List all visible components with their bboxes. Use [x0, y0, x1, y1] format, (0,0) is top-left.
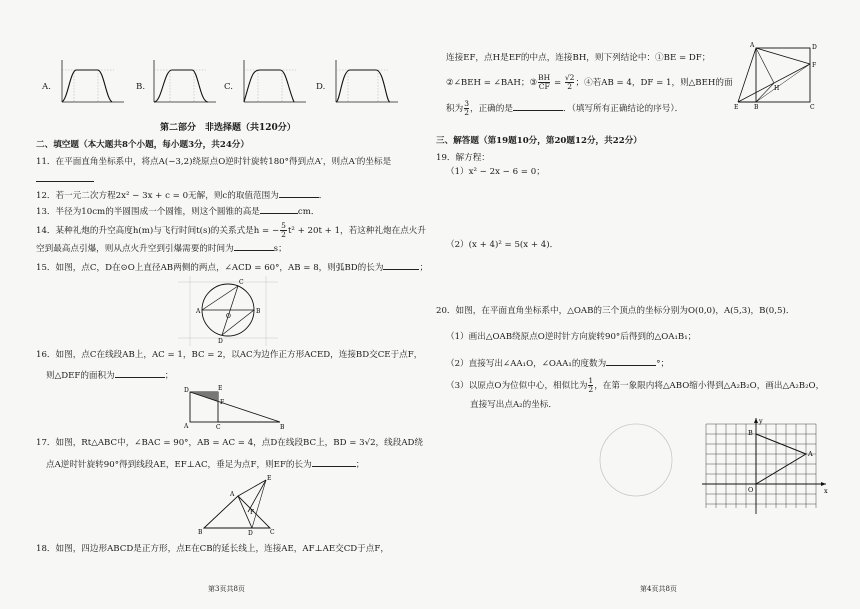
q20-3-text-2: ，在第一象限内将△ABO缩小得到△A₂B₂O，画出△A₂B₂O，: [594, 381, 825, 391]
q12-end: ．: [318, 191, 328, 201]
question-11: 11．在平面直角坐标系中，将点A(−3,2)绕原点O逆时针旋转180°得到点A′，则点A′的坐标是: [36, 157, 392, 167]
q20-3-fraction: [588, 377, 593, 394]
q17-label-b: B: [198, 529, 203, 536]
q16-answer-blank: [115, 368, 165, 378]
question-14-line2: [36, 241, 287, 255]
q18-equals: =: [551, 78, 564, 88]
q18-text-5: ，正确的是: [469, 104, 513, 114]
q18-label-d: D: [812, 44, 817, 51]
q16-label-b: B: [280, 424, 285, 431]
question-20-part1: （1）画出△OAB绕原点O逆时针方向旋转90°后得到的△OA₁B₁；: [446, 332, 697, 342]
q20-coordinate-grid: [700, 416, 832, 516]
q18-label-a: A: [750, 42, 755, 49]
q18-answer-blank: [513, 101, 563, 111]
q18-text-6: ．（填写所有正确结论的序号）．: [562, 104, 684, 114]
question-19-part1: （1）x² − 2x − 6 = 0；: [446, 167, 545, 177]
q12-text: 12．若一元二次方程2x² − 3x + c = 0无解，则c的取值范围为: [36, 191, 279, 201]
q16-label-e: E: [218, 385, 223, 392]
q18-frac1-den: CF: [538, 82, 550, 91]
right-page-footer: 第4页共8页: [640, 585, 677, 593]
question-14: [36, 222, 426, 239]
part2-title: 第二部分 非选择题（共120分）: [160, 123, 296, 133]
q16-square-figure: [180, 384, 290, 430]
question-20: 20．如图，在平面直角坐标系中，△OAB的三个顶点的坐标分别为O(0,0)，A(5,3)，B(0,5)．: [436, 306, 795, 316]
q18-continued-line3: [446, 100, 683, 117]
q15-label-d: D: [218, 338, 223, 345]
question-19: 19．解方程：: [436, 153, 490, 163]
q18-continued-line1: 连接EF，点H是EF的中点，连接BH，则下列结论中：①BE = DF；: [446, 53, 711, 63]
q16-end: ；: [164, 371, 174, 381]
q11-answer-blank: [36, 172, 94, 182]
q18-frac2-den: 2: [567, 82, 573, 91]
question-15: [36, 260, 428, 274]
q15-label-o: O: [226, 313, 231, 320]
q15-text: 15．如图，点C，D在⊙O上直径AB两侧的两点，∠ACD = 60°，AB = 8，则弧BD的长为: [36, 263, 384, 273]
q18-text-4: 积为: [446, 104, 464, 114]
q18-label-f: F: [812, 62, 817, 69]
q14-text-2: t² + 20t + 1，若这种礼炮在点火升: [287, 226, 426, 236]
q15-label-c: C: [239, 279, 244, 286]
q16-label-a: A: [184, 423, 189, 430]
grid-label-y: y: [759, 417, 763, 425]
q13-text: 13．半径为10cm的半圆围成一个圆锥，则这个圆锥的高是: [36, 207, 260, 217]
q17-label-a: A: [230, 491, 235, 498]
question-17: 17．如图，Rt△ABC中，∠BAC = 90°，AB = AC = 4，点D在线段BC上，BD = 3√2，线段AD绕: [36, 438, 424, 448]
option-a-graph: [54, 58, 126, 106]
q14-answer-blank: [234, 241, 274, 251]
q14-frac-den: 2: [281, 230, 286, 239]
q18-label-b: B: [754, 104, 759, 111]
question-20-part3: [446, 377, 824, 394]
question-18: 18．如图，四边形ABCD是正方形，点E在CB的延长线上，连接AE，AF⊥AE交CD于点F，: [36, 544, 389, 554]
option-b-label: B.: [136, 82, 146, 92]
option-c-label: C.: [224, 82, 234, 92]
q17-label-f: F: [250, 509, 255, 516]
q15-circle-figure: [178, 276, 278, 346]
question-20-part2: [446, 356, 669, 370]
section3-title: 三、解答题（第19题10分，第20题12分，共22分）: [436, 136, 642, 146]
q13-unit: cm．: [297, 207, 320, 217]
q18-label-e: E: [734, 104, 739, 111]
q18-frac3-den: 2: [464, 108, 469, 117]
q14-unit: s；: [273, 244, 287, 254]
q20-2-answer-blank: [606, 356, 656, 366]
q17-text-2: 点A逆时针旋转90°得到线段AE，EF⊥AC，垂足为点F，则EF的长为: [46, 460, 312, 470]
option-c-graph: [236, 58, 308, 106]
q14-text: 14．某种礼炮的升空高度h(m)与飞行时间t(s)的关系式是h = −: [36, 226, 280, 236]
q20-3-frac-num: 1: [588, 376, 594, 385]
q13-answer-blank: [260, 204, 298, 214]
q18-frac3-num: 3: [464, 99, 469, 108]
option-d-label: D.: [316, 82, 326, 92]
option-b-graph: [146, 58, 218, 106]
grid-label-o: O: [748, 486, 754, 494]
option-d-graph: [328, 58, 400, 106]
option-a-label: A.: [42, 82, 51, 92]
q20-3-frac-den: 2: [588, 385, 594, 394]
grid-label-a: A: [808, 450, 813, 458]
q17-end: ；: [355, 460, 365, 470]
q15-label-a: A: [196, 308, 201, 315]
q16-label-d: D: [184, 387, 189, 394]
q18-fraction-1: [538, 74, 550, 91]
q15-answer-blank: [383, 260, 419, 270]
q17-label-d: D: [248, 530, 253, 537]
question-20-part3-line2: 直接写出点A₂的坐标．: [470, 400, 557, 410]
q20-2-unit: °；: [656, 359, 670, 369]
q18-label-c: C: [810, 104, 815, 111]
q14-frac-num: 5: [281, 221, 286, 230]
bleed-through-circle: [596, 420, 676, 500]
q15-label-b: B: [256, 308, 261, 315]
q18-continued-line2: [446, 74, 733, 91]
q18-frac2-num: √2: [564, 73, 575, 82]
q17-triangle-figure: [196, 474, 286, 536]
question-19-part2: （2）(x + 4)² = 5(x + 4)．: [446, 240, 559, 250]
q18-label-h: H: [774, 85, 780, 92]
q15-end: ；: [419, 263, 429, 273]
q17-label-c: C: [270, 529, 275, 536]
q18-frac1-num: BH: [538, 73, 551, 82]
q14-fraction: [280, 222, 287, 239]
q17-answer-blank: [312, 457, 356, 467]
question-13: [36, 204, 319, 218]
section2-title: 二、填空题（本大题共8个小题，每小题3分，共24分）: [36, 140, 249, 150]
grid-label-x: x: [824, 487, 828, 495]
q16-label-f: F: [220, 399, 225, 406]
q18-text-2: ②∠BEH = ∠BAH；③: [446, 78, 538, 88]
q18-fraction-2: [565, 74, 575, 91]
q18-text-3: ；④若AB = 4，DF = 1，则△BEH的面: [575, 78, 733, 88]
left-page-footer: 第3页共8页: [208, 585, 245, 593]
q20-3-text: （3）以原点O为位似中心，相似比为: [446, 381, 588, 391]
q18-fraction-3: [464, 100, 469, 117]
q14-text-3: 空到最高点引爆，则从点火升空到引爆需要的时间为: [36, 244, 234, 254]
q16-text-2: 则△DEF的面积为: [46, 371, 115, 381]
question-12: [36, 188, 327, 202]
question-16: 16．如图，点C在线段AB上，AC = 1，BC = 2，以AC为边作正方形ACED，连接BD交CE于点F，: [36, 350, 423, 360]
q17-label-e: E: [267, 475, 272, 482]
q20-2-text: （2）直接写出∠AA₁O，∠OAA₁的度数为: [446, 359, 607, 369]
grid-label-b: B: [748, 429, 753, 437]
question-16-line2: [46, 368, 173, 382]
question-17-line2: [46, 457, 364, 471]
q12-answer-blank: [279, 188, 319, 198]
q16-label-c: C: [216, 424, 221, 431]
q18-square-figure: [730, 40, 822, 110]
